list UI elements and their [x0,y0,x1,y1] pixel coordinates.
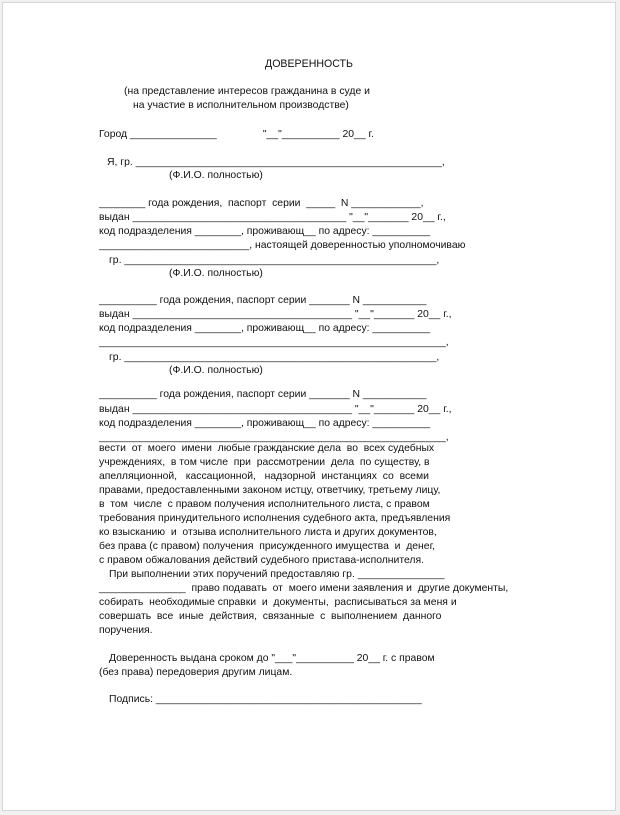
signature-line: Подпись: ______________________________________________ [109,694,422,705]
document-page [2,2,616,811]
representative-2-code-address-line: код подразделения ________, проживающ__ по адресу: __________ [99,418,431,429]
representative-2-name-line: гр. ______________________________________________________, [109,352,440,363]
delegation-text-line: _______________ право подавать от моего имени заявления и другие документы, [99,583,509,594]
powers-text-line: с правом обжалования действий судебного пристава-исполнителя. [99,555,424,566]
term-text-line: Доверенность выдана сроком до "___"__________ 20__ г. с правом [109,653,435,664]
powers-text-line: в том числе с правом получения исполнительного листа, с правом [99,499,430,510]
powers-text-line: без права (с правом) получения присужденного имущества и денег, [99,541,435,552]
representative-1-issued-line: выдан ______________________________________ "__"_______ 20__ г., [99,309,452,320]
delegation-text-line: поручения. [99,625,153,636]
representative-2-birth-passport-line: __________ года рождения, паспорт серии _______ N ___________ [99,389,427,400]
delegation-text-line: совершать все иные действия, связанные с выполнением данного [99,611,442,622]
representative-1-code-address-line: код подразделения ________, проживающ__ по адресу: __________ [99,323,431,334]
representative-1-birth-passport-line: __________ года рождения, паспорт серии _______ N ___________ [99,295,427,306]
powers-text-line: учреждениях, в том числе при рассмотрении дела по существу, в [99,457,430,468]
delegation-text-line: При выполнении этих поручений предоставляю гр. _______________ [109,569,445,580]
subtitle-line-2: на участие в исполнительном производстве) [133,100,349,111]
document-title: ДОВЕРЕННОСТЬ [265,58,353,70]
principal-code-address-line: код подразделения ________, проживающ__ по адресу: __________ [99,226,431,237]
powers-text-line: вести от моего имени любые гражданские дела во всех судебных [99,443,435,454]
representative-1-address-line: ____________________________________________________________, [99,337,449,348]
representative-2-issued-line: выдан ______________________________________ "__"_______ 20__ г., [99,404,452,415]
principal-issued-line: выдан _____________________________________ "__"_______ 20__ г., [99,212,446,223]
principal-birth-passport-line: ________ года рождения, паспорт серии _____ N ____________, [99,198,424,209]
term-text-line: (без права) передоверия другим лицам. [99,667,293,678]
fio-label: (Ф.И.О. полностью) [169,170,263,181]
representative-2-address-line: ____________________________________________________________, [99,432,449,443]
fio-label: (Ф.И.О. полностью) [169,268,263,279]
fio-label: (Ф.И.О. полностью) [169,365,263,376]
delegation-text-line: собирать необходимые справки и документы, расписываться за меня и [99,597,457,608]
powers-text-line: апелляционной, кассационной, надзорной инстанциях со всеми [99,471,429,482]
city-date-line: Город _______________ "__"__________ 20__ г. [99,129,374,140]
principal-name-line: Я, гр. _____________________________________________________, [107,157,445,168]
powers-text-line: ко взысканию и отзыва исполнительного листа и других документов, [99,527,437,538]
representative-1-name-line: гр. ______________________________________________________, [109,255,440,266]
powers-text-line: требования принудительного исполнения судебного акта, предъявления [99,513,451,524]
powers-text-line: правами, предоставленными законом истцу, ответчику, третьему лицу, [99,485,441,496]
principal-authorize-line: __________________________, настоящей доверенностью уполномочиваю [99,240,466,251]
subtitle-line-1: (на представление интересов гражданина в суде и [124,86,370,97]
